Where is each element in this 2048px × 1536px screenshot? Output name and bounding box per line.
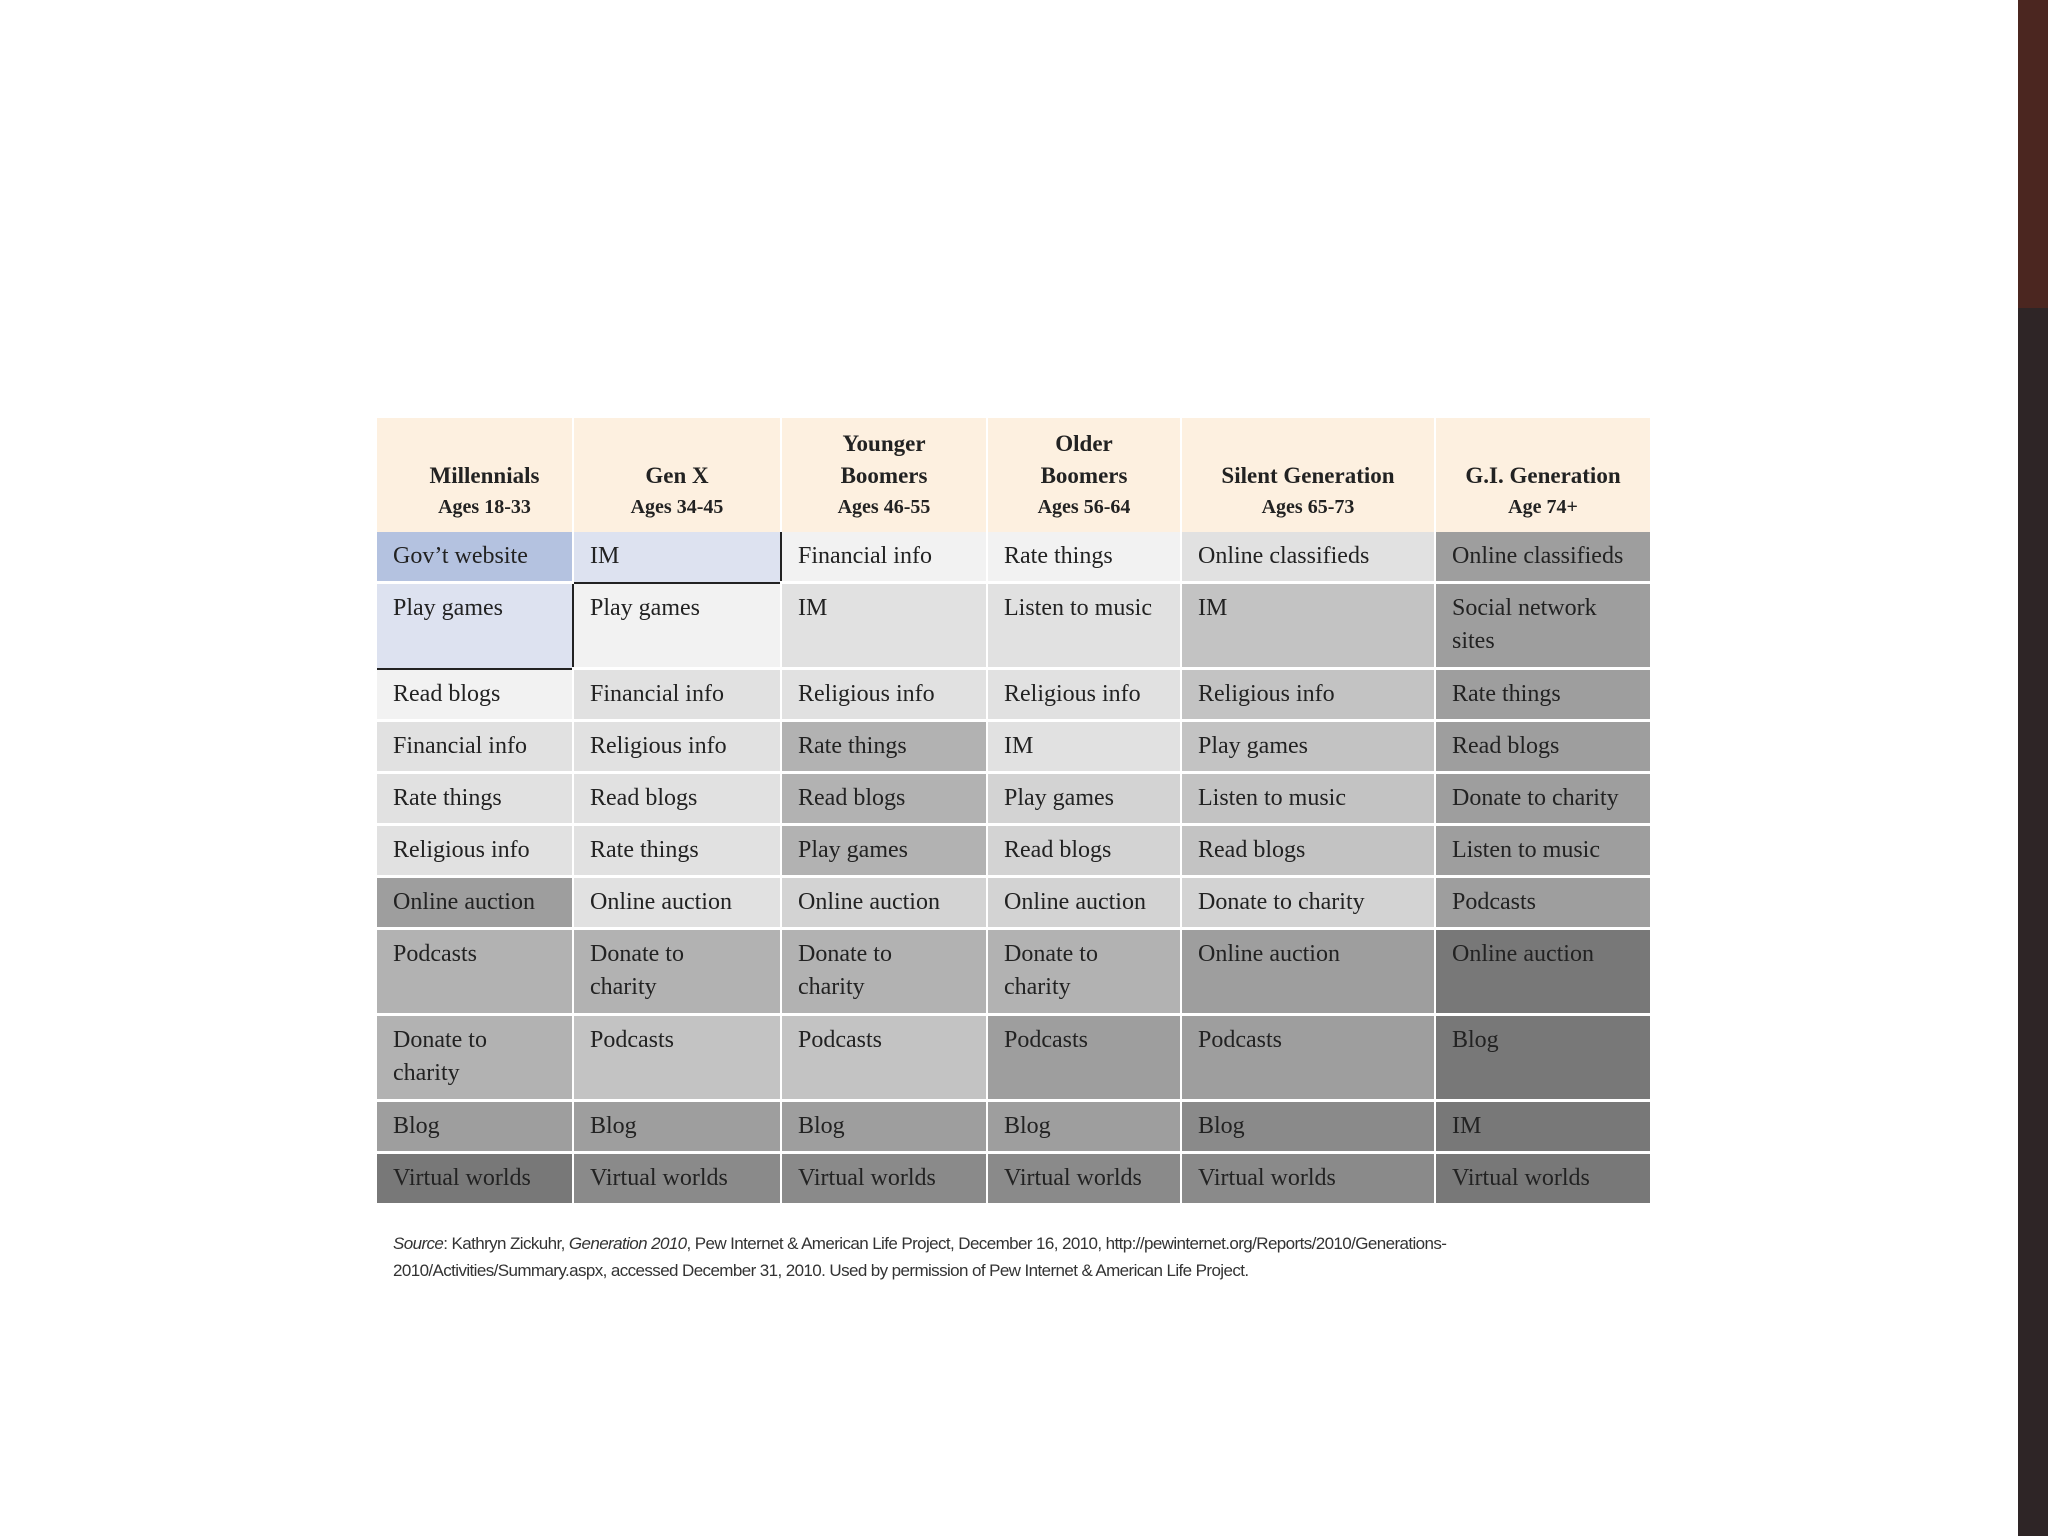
column-header: [1435, 418, 1651, 532]
table-cell: Financial info: [377, 721, 573, 773]
cell-text: Donate to charity: [393, 1027, 487, 1086]
table-row: [377, 773, 1651, 825]
table-cell: Listen to music: [987, 583, 1181, 669]
table-cell: Online auction: [377, 877, 573, 929]
table-cell: Blog: [573, 1101, 781, 1153]
table-cell: Online auction: [573, 877, 781, 929]
source-rest: , Pew Internet & American Life Project, December 16, 2010, http://pewinternet.org/Reports/2010/Generations-2010/Activities/Summary.aspx, accessed December 31, 2010. Used by permission of Pew Internet & American Life Project.: [393, 1234, 1447, 1280]
column-header: [377, 418, 573, 532]
table-cell: IM: [1435, 1101, 1651, 1153]
table-cell: Donate to charity: [1435, 773, 1651, 825]
slide-side-accent: [2018, 0, 2048, 308]
table-cell: Rate things: [573, 825, 781, 877]
table-cell: Online auction: [987, 877, 1181, 929]
table-cell: Play games: [573, 583, 781, 669]
table-cell: [573, 929, 781, 1015]
table-cell: Online auction: [1435, 929, 1651, 1015]
column-age: Ages 46-55: [837, 496, 931, 518]
source-author: : Kathryn Zickuhr,: [443, 1234, 569, 1253]
table-cell: Rate things: [781, 721, 987, 773]
column-header: [573, 418, 781, 532]
table-cell: Religious info: [573, 721, 781, 773]
table-cell: Podcasts: [987, 1015, 1181, 1101]
column-name: Silent Generation: [1221, 463, 1395, 488]
table-cell: Podcasts: [573, 1015, 781, 1101]
table-cell: [377, 1015, 573, 1101]
table-row: [377, 929, 1651, 1015]
table-row: [377, 532, 1651, 583]
table-row: [377, 1015, 1651, 1101]
table-row: [377, 583, 1651, 669]
column-age: Ages 34-45: [630, 496, 724, 518]
table-cell: Play games: [781, 825, 987, 877]
source-label: Source: [393, 1234, 444, 1253]
table-cell: Play games: [377, 583, 573, 669]
table-cell: Rate things: [377, 773, 573, 825]
table-cell: Read blogs: [377, 669, 573, 721]
table-cell: Rate things: [987, 532, 1181, 583]
table-cell: Podcasts: [1435, 877, 1651, 929]
table-cell: Read blogs: [573, 773, 781, 825]
table-cell: Online auction: [781, 877, 987, 929]
table-cell: [781, 929, 987, 1015]
generations-activities-table: [377, 418, 1652, 1206]
table-cell: Play games: [987, 773, 1181, 825]
table-cell: IM: [781, 583, 987, 669]
table-row: [377, 825, 1651, 877]
table-row: [377, 721, 1651, 773]
column-age: Ages 56-64: [1037, 496, 1131, 518]
table-cell: Blog: [1181, 1101, 1435, 1153]
column-age: Age 74+: [1508, 496, 1578, 518]
table-cell: IM: [1181, 583, 1435, 669]
table-cell: Religious info: [377, 825, 573, 877]
table-cell: Virtual worlds: [377, 1153, 573, 1205]
table-cell: Read blogs: [781, 773, 987, 825]
table-cell: Donate to charity: [1181, 877, 1435, 929]
column-name: Millennials: [429, 463, 540, 488]
column-name: Gen X: [645, 463, 709, 488]
table-row: [377, 669, 1651, 721]
column-header: [781, 418, 987, 532]
cell-text: Donate to charity: [798, 941, 892, 1000]
table-cell: Blog: [377, 1101, 573, 1153]
table-cell: Virtual worlds: [1435, 1153, 1651, 1205]
table-cell: Financial info: [573, 669, 781, 721]
table-row: [377, 1101, 1651, 1153]
table-cell: Listen to music: [1435, 825, 1651, 877]
table-cell: Online auction: [1181, 929, 1435, 1015]
cell-text: Donate to charity: [1004, 941, 1098, 1000]
table-cell: Read blogs: [987, 825, 1181, 877]
cell-text: Social network sites: [1452, 595, 1597, 654]
table-cell: Religious info: [987, 669, 1181, 721]
source-title: Generation 2010: [568, 1234, 687, 1253]
table-cell: Religious info: [1181, 669, 1435, 721]
table-cell: Online classifieds: [1181, 532, 1435, 583]
table-cell: Virtual worlds: [987, 1153, 1181, 1205]
cell-text: Donate to charity: [590, 941, 684, 1000]
table-cell: [1435, 583, 1651, 669]
column-name: G.I. Generation: [1465, 463, 1621, 488]
generations-table-container: [377, 418, 1651, 1206]
table-cell: Blog: [1435, 1015, 1651, 1101]
table-cell: Virtual worlds: [781, 1153, 987, 1205]
table-row: [377, 877, 1651, 929]
column-name: Older Boomers: [1040, 431, 1128, 488]
table-cell: [987, 929, 1181, 1015]
table-cell: Listen to music: [1181, 773, 1435, 825]
table-header-row: [377, 418, 1651, 532]
column-name: Younger Boomers: [840, 431, 928, 488]
column-age: Ages 65-73: [1261, 496, 1355, 518]
table-cell: Online classifieds: [1435, 532, 1651, 583]
table-cell: Virtual worlds: [573, 1153, 781, 1205]
table-cell: Podcasts: [1181, 1015, 1435, 1101]
table-cell: Read blogs: [1435, 721, 1651, 773]
table-cell: Blog: [987, 1101, 1181, 1153]
column-header: [987, 418, 1181, 532]
table-cell: IM: [573, 532, 781, 583]
table-cell: Play games: [1181, 721, 1435, 773]
column-header: [1181, 418, 1435, 532]
table-cell: Blog: [781, 1101, 987, 1153]
table-cell: Financial info: [781, 532, 987, 583]
table-row: [377, 1153, 1651, 1205]
source-citation: [393, 1230, 1643, 1284]
table-cell: Podcasts: [781, 1015, 987, 1101]
table-cell: Rate things: [1435, 669, 1651, 721]
column-age: Ages 18-33: [438, 496, 531, 518]
table-cell: Read blogs: [1181, 825, 1435, 877]
table-cell: Podcasts: [377, 929, 573, 1015]
table-cell: IM: [987, 721, 1181, 773]
table-cell: Religious info: [781, 669, 987, 721]
table-cell: Virtual worlds: [1181, 1153, 1435, 1205]
table-cell: Gov’t website: [377, 532, 573, 583]
